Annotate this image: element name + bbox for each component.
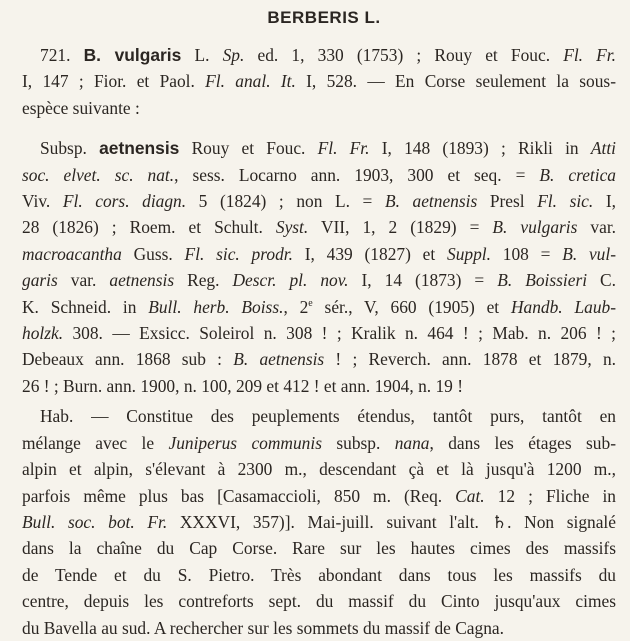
text-run: , 2 — [283, 296, 309, 317]
italic-text: Fl. sic. prodr. — [184, 243, 293, 264]
text-line — [22, 320, 616, 346]
italic-text: B. vul- — [562, 243, 616, 264]
italic-text: B. Boissieri — [497, 270, 588, 291]
text-line — [22, 162, 616, 188]
italic-text: Cat. — [455, 485, 485, 506]
italic-text: holzk. — [22, 323, 64, 344]
text-run: Reg. — [174, 270, 233, 291]
text-run: du Bavella au sud. A rechercher sur les sommets du massif de Cagna. — [22, 617, 504, 638]
text-line — [22, 241, 616, 267]
text-run: alpin et alpin, s'élevant à 2300 m., descendant çà et là jusqu'à 1200 m., — [22, 459, 616, 480]
text-line — [22, 188, 616, 214]
text-run: Debeaux ann. 1868 sub : — [22, 349, 234, 370]
text-run: K. Schneid. in — [22, 296, 149, 317]
text-run: ! ; Reverch. ann. 1878 et 1879, n. — [324, 349, 616, 370]
italic-text: macroacantha — [22, 243, 122, 264]
text-line — [22, 403, 616, 429]
italic-text: Fl. sic. — [537, 191, 594, 212]
text-line — [22, 294, 616, 320]
text-run: parfois même plus bas [Casamaccioli, 850 m. (Req. — [22, 485, 456, 506]
text-run: I, — [593, 191, 616, 212]
text-run: 12 ; Fliche in — [484, 485, 616, 506]
text-run: 28 (1826) ; Roem. et Schult. — [22, 217, 276, 238]
text-run: 108 = — [490, 243, 563, 264]
text-line — [22, 68, 616, 94]
text-run: subsp. — [321, 432, 395, 453]
text-line — [22, 615, 616, 641]
text-run: I, 148 (1893) ; Rikli in — [369, 138, 591, 159]
text-run: var. — [577, 217, 616, 238]
italic-text: Handb. Laub- — [510, 296, 616, 317]
text-line — [22, 214, 616, 240]
species-name: B. vulgaris — [83, 45, 182, 65]
italic-text: B. aetnensis — [233, 349, 325, 370]
italic-text: Bull. herb. Boiss. — [148, 296, 284, 317]
subspecies-name: aetnensis — [99, 138, 180, 159]
text-line — [22, 346, 616, 372]
text-run: Guss. — [121, 243, 185, 264]
italic-text: Fl. anal. It. — [205, 71, 296, 92]
text-run: Hab. — Constitue des peuplements étendus, tantôt purs, tantôt en — [40, 406, 616, 427]
italic-text: Juniperus communis — [168, 432, 322, 453]
text-line — [22, 562, 616, 588]
text-line — [22, 509, 616, 535]
text-line — [22, 135, 616, 161]
italic-text: B. cretica — [539, 164, 616, 185]
text-line — [22, 373, 616, 399]
italic-text: aetnensis — [109, 270, 175, 291]
text-run: , sess. Locarno ann. 1903, 300 et seq. = — [174, 164, 540, 185]
text-line — [22, 483, 616, 509]
text-run: mélange avec le — [22, 432, 169, 453]
species-entry — [22, 42, 616, 121]
genus-heading: BERBERIS L. — [267, 8, 381, 27]
text-run: 308. — Exsicc. Soleirol n. 308 ! ; Kralik n. 464 ! ; Mab. n. 206 ! ; — [63, 323, 616, 344]
text-run: I, 14 (1873) = — [348, 270, 498, 291]
superscript-text: e — [308, 297, 313, 309]
text-run: I, 147 ; Fior. et Paol. — [22, 71, 206, 92]
text-run: dans la chaîne du Cap Corse. Rare sur les hautes cimes des massifs — [22, 538, 616, 559]
text-run: 26 ! ; Burn. ann. 1900, n. 100, 209 et 412 ! et ann. 1904, n. 19 ! — [22, 375, 463, 396]
italic-text: Fl. cors. diagn. — [62, 191, 187, 212]
text-run: 5 (1824) ; non L. = — [186, 191, 385, 212]
italic-text: Bull. soc. bot. Fr. — [22, 511, 168, 532]
text-line — [22, 95, 616, 121]
subspecies-label: Subsp. — [40, 138, 87, 159]
text-line — [22, 456, 616, 482]
text-run: Rouy et Fouc. — [179, 138, 318, 159]
text-run: de Tende et du S. Pietro. Très abondant dans tous les massifs du — [22, 564, 616, 585]
italic-text: Atti — [590, 138, 616, 159]
text-run: espèce suivante : — [22, 97, 140, 118]
italic-text: nana — [394, 432, 430, 453]
text-run: Presl — [477, 191, 538, 212]
text-run: I, 528. — En Corse seulement la sous- — [295, 71, 616, 92]
text-run: VII, 1, 2 (1829) = — [308, 217, 493, 238]
entry-number: 721. — [40, 45, 71, 65]
italic-text: Suppl. — [447, 243, 491, 264]
italic-text: Fl. Fr. — [563, 45, 616, 65]
habitat-paragraph — [22, 403, 616, 641]
text-run: XXXVI, 357)]. Mai-juill. suivant l'alt. ♄. Non signalé — [167, 511, 616, 532]
text-run: L. — [181, 45, 223, 65]
italic-text: garis — [22, 270, 58, 291]
text-run: I, 439 (1827) et — [292, 243, 447, 264]
text-line — [22, 430, 616, 456]
text-run: var. — [57, 270, 110, 291]
text-line — [22, 42, 616, 68]
italic-text: B. aetnensis — [384, 191, 478, 212]
text-run: , dans les étages sub- — [429, 432, 616, 453]
text-line — [22, 535, 616, 561]
text-run: C. — [587, 270, 616, 291]
text-run: Viv. — [22, 191, 63, 212]
text-line — [22, 588, 616, 614]
italic-text: Sp. — [222, 45, 245, 65]
italic-text: Descr. pl. nov. — [232, 270, 349, 291]
subspecies-entry — [22, 135, 616, 399]
text-line — [22, 267, 616, 293]
italic-text: B. vulgaris — [492, 217, 578, 238]
text-run: ed. 1, 330 (1753) ; Rouy et Fouc. — [244, 45, 564, 65]
text-run: sér., V, 660 (1905) et — [312, 296, 511, 317]
italic-text: Syst. — [275, 217, 309, 238]
italic-text: Fl. Fr. — [317, 138, 370, 159]
text-run: centre, depuis les contreforts sept. du massif du Cinto jusqu'aux cimes — [22, 591, 616, 612]
italic-text: soc. elvet. sc. nat. — [22, 164, 175, 185]
